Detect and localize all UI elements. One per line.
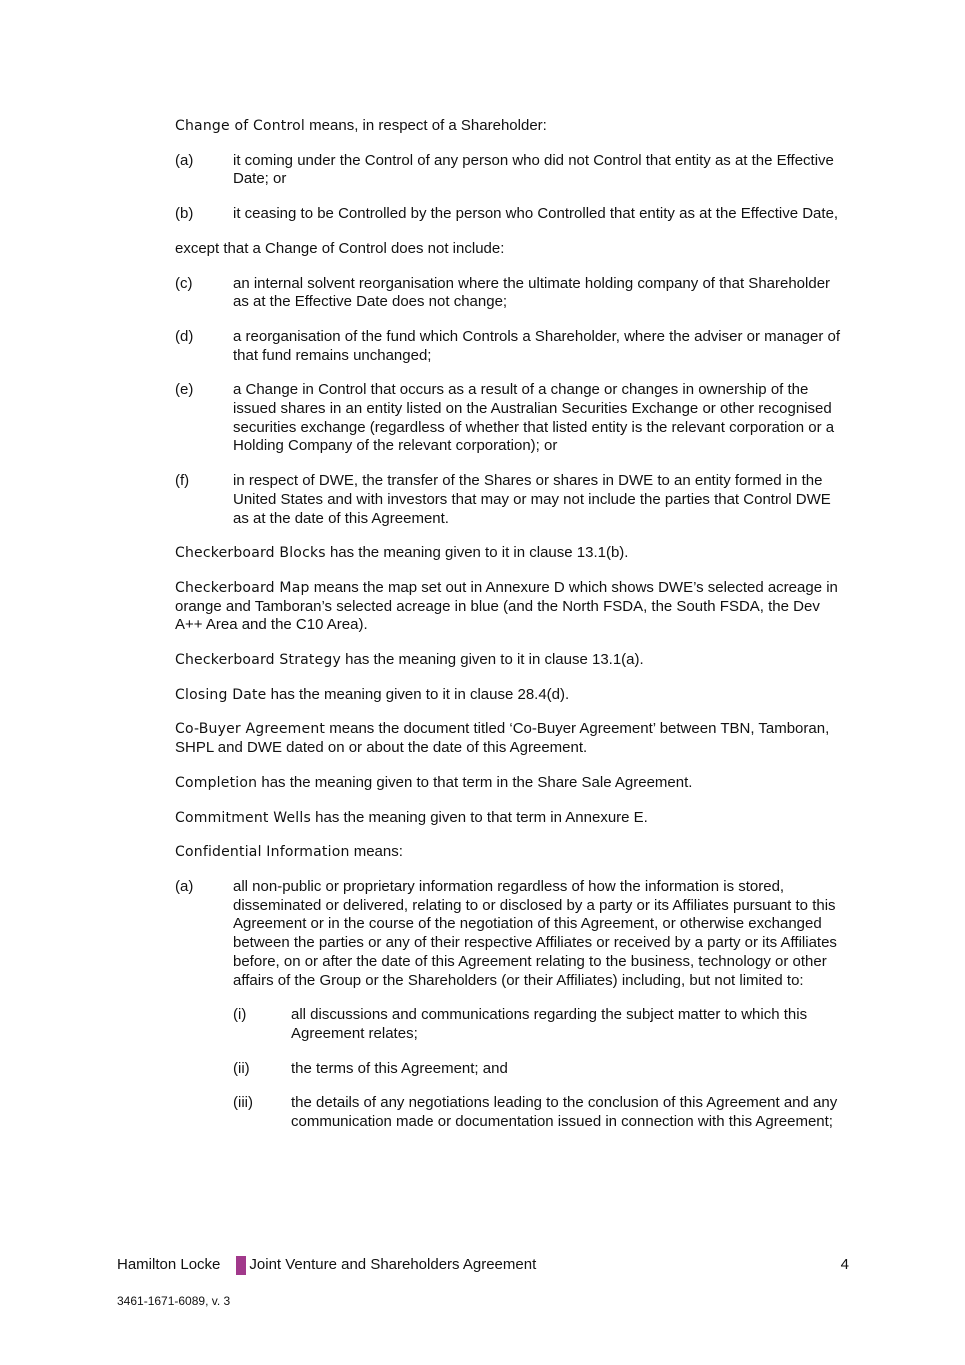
- defined-term: Co-Buyer Agreement: [175, 721, 326, 738]
- firm-name: Hamilton Locke: [117, 1255, 221, 1273]
- definitions-section: [175, 117, 850, 1148]
- accent-bar: [236, 1256, 246, 1275]
- defined-term: Completion: [175, 774, 258, 791]
- item-text: the terms of this Agreement; and: [291, 1059, 508, 1077]
- definition-text: means:: [349, 843, 403, 861]
- list-item: [175, 878, 850, 990]
- defined-term: Checkerboard Strategy: [175, 652, 341, 669]
- list-item: [175, 205, 850, 224]
- defined-term: Checkerboard Map: [175, 579, 310, 596]
- item-label: (f): [175, 472, 190, 490]
- item-text: a reorganisation of the fund which Controls a Shareholder, where the adviser or manager of that fund remains unchanged;: [233, 327, 841, 364]
- item-label: (e): [175, 381, 194, 399]
- list-item: [175, 275, 850, 312]
- definition-checkerboard-blocks: [175, 544, 850, 563]
- item-text: it coming under the Control of any person who did not Control that entity as at the Effective Date; or: [233, 151, 834, 188]
- definition-co-buyer-agreement: [175, 720, 850, 757]
- item-text: all discussions and communications regarding the subject matter to which this Agreement relates;: [291, 1006, 808, 1042]
- definition-completion: [175, 774, 850, 793]
- definition-text: has the meaning given to it in clause 28.4(d).: [266, 685, 570, 703]
- definition-checkerboard-strategy: [175, 651, 850, 670]
- item-label: (c): [175, 274, 193, 292]
- item-text: all non-public or proprietary information regardless of how the information is stored, disseminated or delivered, relating to or disclosed by a party or its Affiliates pursuant to this Agreement or in the course of the negotiation of this Agreement, or otherwise exchanged between the parties or any of their respective Affiliates or received by a party or its Affiliates before, on or after the date of this Agreement relating to the business, technology or other affairs of the Group or the Shareholders (or their Affiliates) including, but not limited to:: [233, 877, 837, 989]
- sub-list-item: [233, 1094, 850, 1131]
- document-title: Joint Venture and Shareholders Agreement: [249, 1255, 537, 1273]
- list-item: [175, 381, 850, 456]
- document-reference: 3461-1671-6089, v. 3: [117, 1294, 231, 1308]
- defined-term: Checkerboard Blocks: [175, 545, 326, 562]
- definition-text: has the meaning given to it in clause 13.1(b).: [325, 544, 629, 562]
- list-item: [175, 328, 850, 365]
- sub-list-item: [233, 1060, 850, 1079]
- item-label: (ii): [233, 1059, 250, 1077]
- list-item: [175, 472, 850, 528]
- item-text: in respect of DWE, the transfer of the Shares or shares in DWE to an entity formed in the United States and with investors that may or may not include the parties that Control DWE as at the date of this Agreement.: [233, 472, 831, 527]
- item-text: a Change in Control that occurs as a result of a change or changes in ownership of the issued shares in an entity listed on the Australian Securities Exchange or other recognised securities exchange (regardless of whether that listed entity is the relevant corporation or a Holding Company of the relevant corporation); or: [233, 381, 835, 455]
- list-item: [175, 152, 850, 189]
- definition-change-of-control: [175, 117, 850, 136]
- item-text: an internal solvent reorganisation where the ultimate holding company of that Shareholder as at the Effective Date does not change;: [233, 274, 831, 311]
- defined-term: Commitment Wells: [175, 809, 311, 826]
- definition-text: means, in respect of a Shareholder:: [305, 117, 547, 134]
- item-label: (d): [175, 327, 194, 345]
- definition-closing-date: [175, 686, 850, 705]
- defined-term: Confidential Information: [175, 844, 350, 861]
- item-text: the details of any negotiations leading to the conclusion of this Agreement and any communication made or documentation issued in connection with this Agreement;: [291, 1094, 838, 1131]
- definition-checkerboard-map: [175, 579, 850, 635]
- definition-commitment-wells: [175, 809, 850, 828]
- definition-text: has the meaning given to that term in Annexure E.: [310, 808, 648, 826]
- except-paragraph: except that a Change of Control does not include:: [175, 239, 505, 257]
- item-label: (a): [175, 151, 194, 169]
- sub-list-item: [233, 1006, 850, 1043]
- definition-text: means the document titled ‘Co-Buyer Agreement’ between TBN, Tamboran, SHPL and DWE dated on or about the date of this Agreement.: [175, 720, 830, 757]
- definition-text: means the map set out in Annexure D which shows DWE’s selected acreage in orange and Tamboran’s selected acreage in blue (and the North FSDA, the South FSDA, the Dev A++ Area and the C10 Area).: [175, 578, 838, 634]
- page-number: 4: [840, 1255, 849, 1273]
- definition-text: has the meaning given to that term in the Share Sale Agreement.: [257, 773, 693, 791]
- item-label: (a): [175, 877, 194, 895]
- page-footer: [117, 1255, 849, 1275]
- item-text: it ceasing to be Controlled by the person who Controlled that entity as at the Effective Date,: [233, 205, 839, 223]
- defined-term: Change of Control: [175, 118, 306, 134]
- item-label: (i): [233, 1006, 247, 1024]
- item-label: (b): [175, 205, 194, 223]
- definition-text: has the meaning given to it in clause 13.1(a).: [341, 651, 644, 669]
- item-label: (iii): [233, 1094, 253, 1112]
- definition-confidential-information: [175, 843, 850, 862]
- defined-term: Closing Date: [175, 686, 267, 703]
